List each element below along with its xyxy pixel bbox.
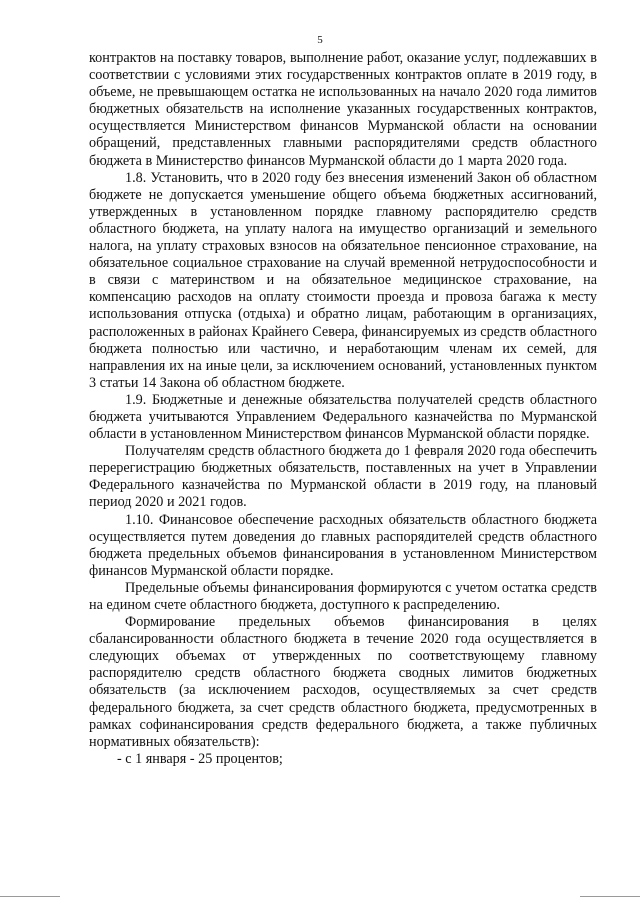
paragraph-1-10: 1.10. Финансовое обеспечение расходных обязательств областного бюджета осуществляется путем доведения до главных распорядителей средств областного бюджета предельных объемов финансирования в установленном Министерством финансов Мурманской области порядке. [89, 511, 597, 579]
page-number: 5 [317, 34, 323, 46]
paragraph-continuation: контрактов на поставку товаров, выполнение работ, оказание услуг, подлежавших в соответствии с условиями этих государственных контрактов оплате в 2019 году, в объеме, не превышающем остатка не использованных на начало 2020 года лимитов бюджетных обязательств на исполнение указанных государственных контрактов, осуществляется Министерством финансов Мурманской области на основании обращений, представленных главными распорядителями средств областного бюджета в Министерство финансов Мурманской области до 1 марта 2020 года. [89, 50, 597, 169]
paragraph-reregistration: Получателям средств областного бюджета до 1 февраля 2020 года обеспечить перерегистрацию бюджетных обязательств, поставленных на учет в Управлении Федерального казначейства по Мурманской области в 2019 году, на плановый период 2020 и 2021 годов. [89, 443, 597, 511]
footer-rule-right [580, 896, 640, 897]
paragraph-formation: Формирование предельных объемов финансирования в целях сбалансированности областного бюджета в течение 2020 года осуществляется в следующих объемах от утвержденных по соответствующему главному распорядителю средств областного бюджета сводных лимитов бюджетных обязательств (за исключением расходов, осуществляемых за счет средств федерального бюджета, за счет средств областного бюджета, предусмотренных в рамках софинансирования средств федерального бюджета, а также публичных нормативных обязательств): [89, 614, 597, 750]
paragraph-limits: Предельные объемы финансирования формируются с учетом остатка средств на едином счете областного бюджета, доступного к распределению. [89, 579, 597, 613]
document-body [89, 50, 597, 768]
list-item: - с 1 января - 25 процентов; [117, 750, 283, 767]
paragraph-1-9: 1.9. Бюджетные и денежные обязательства получателей средств областного бюджета учитываются Управлением Федерального казначейства по Мурманской области в установленном Министерством финансов Мурманской области порядке. [89, 391, 597, 443]
footer-rule-left [0, 896, 60, 897]
paragraph-1-8: 1.8. Установить, что в 2020 году без внесения изменений Закон об областном бюджете не допускается уменьшение общего объема бюджетных ассигнований, утвержденных в установленном порядке главному распорядителю средств областного бюджета, на уплату налога на имущество организаций и земельного налога, на уплату страховых взносов на обязательное пенсионное страхование, на обязательное социальное страхование на случай временной нетрудоспособности и в связи с материнством и на обязательное медицинское страхование, на компенсацию расходов на оплату стоимости проезда и провоза багажа к месту использования отпуска (отдыха) и обратно лицам, работающим в организациях, расположенных в районах Крайнего Севера, финансируемых из средств областного бюджета полностью или частично, и неработающим членам их семей, для направления их на иные цели, за исключением оснований, установленных пунктом 3 статьи 14 Закона об областном бюджете. [89, 169, 597, 391]
